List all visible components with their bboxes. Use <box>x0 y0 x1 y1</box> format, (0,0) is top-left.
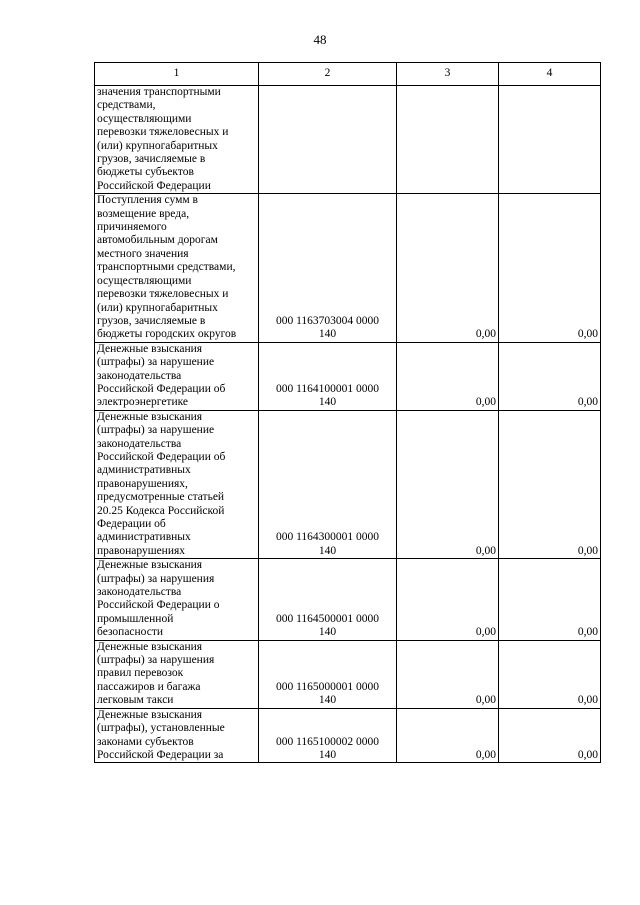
row-code: 000 1164100001 0000 140 <box>259 342 397 410</box>
table-row <box>95 559 601 640</box>
column-header-2: 2 <box>259 63 397 86</box>
table-row <box>95 708 601 763</box>
column-header-3: 3 <box>397 63 499 86</box>
row-value-col4: 0,00 <box>499 708 601 763</box>
row-value-col3: 0,00 <box>397 708 499 763</box>
row-value-col4: 0,00 <box>499 640 601 708</box>
column-header-1: 1 <box>95 63 259 86</box>
table-row <box>95 410 601 558</box>
row-name: Денежные взыскания (штрафы) за нарушения правил перевозок пассажиров и багажа легковым такси <box>95 640 259 708</box>
page-number: 48 <box>313 32 327 47</box>
row-value-col3: 0,00 <box>397 559 499 640</box>
column-header-4: 4 <box>499 63 601 86</box>
row-value-col4: 0,00 <box>499 342 601 410</box>
table-header-row <box>95 63 601 86</box>
table-row <box>95 640 601 708</box>
row-value-col4 <box>499 86 601 194</box>
budget-table <box>94 62 601 763</box>
row-value-col4: 0,00 <box>499 559 601 640</box>
row-value-col3: 0,00 <box>397 640 499 708</box>
row-name: Денежные взыскания (штрафы) за нарушение законодательства Российской Федерации об электроэнергетике <box>95 342 259 410</box>
table-row <box>95 194 601 342</box>
row-code: 000 1165100002 0000 140 <box>259 708 397 763</box>
row-name: значения транспортными средствами, осуществляющими перевозки тяжеловесных и (или) крупногабаритных грузов, зачисляемые в бюджеты субъектов Российской Федерации <box>95 86 259 194</box>
row-value-col3: 0,00 <box>397 342 499 410</box>
row-value-col3: 0,00 <box>397 194 499 342</box>
table-row <box>95 86 601 194</box>
row-code <box>259 86 397 194</box>
row-value-col3 <box>397 86 499 194</box>
table-row <box>95 342 601 410</box>
row-code: 000 1164500001 0000 140 <box>259 559 397 640</box>
row-code: 000 1163703004 0000 140 <box>259 194 397 342</box>
row-value-col4: 0,00 <box>499 194 601 342</box>
row-code: 000 1164300001 0000 140 <box>259 410 397 558</box>
row-name: Денежные взыскания (штрафы), установленные законами субъектов Российской Федерации за <box>95 708 259 763</box>
row-value-col4: 0,00 <box>499 410 601 558</box>
row-name: Денежные взыскания (штрафы) за нарушения законодательства Российской Федерации о промышленной безопасности <box>95 559 259 640</box>
row-value-col3: 0,00 <box>397 410 499 558</box>
row-name: Поступления сумм в возмещение вреда, причиняемого автомобильным дорогам местного значения транспортными средствами, осуществляющими перевозки тяжеловесных и (или) крупногабаритных грузов, зачисляемые в бюджеты городских округов <box>95 194 259 342</box>
row-name: Денежные взыскания (штрафы) за нарушение законодательства Российской Федерации об административных правонарушениях, предусмотренные статьей 20.25 Кодекса Российской Федерации об административных правонарушениях <box>95 410 259 558</box>
row-code: 000 1165000001 0000 140 <box>259 640 397 708</box>
